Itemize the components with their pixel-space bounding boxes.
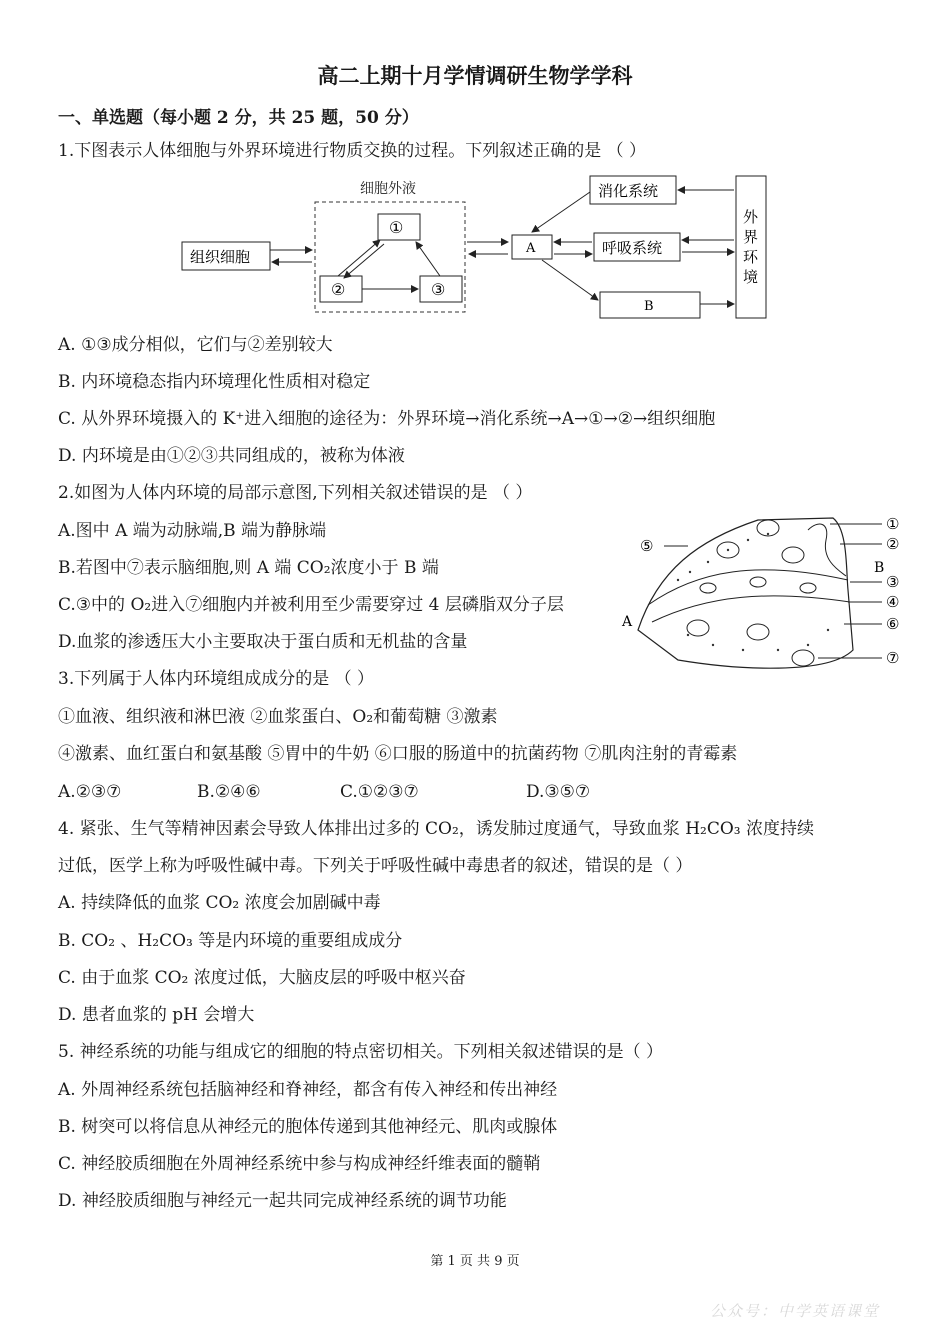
q2-stem: 2.如图为人体内环境的局部示意图,下列相关叙述错误的是 （ ）: [58, 483, 533, 503]
cell: [700, 583, 716, 593]
node-3-label: ③: [431, 280, 446, 299]
capillary-lower: [652, 596, 850, 622]
q2-option-b: B.若图中⑦表示脑细胞,则 A 端 CO₂浓度小于 B 端: [58, 558, 439, 578]
label-a: A: [622, 614, 633, 630]
q2-option-a: A.图中 A 端为动脉端,B 端为静脉端: [58, 521, 327, 541]
cell: [750, 577, 766, 587]
q3-choice-c: C.①②③⑦: [340, 782, 419, 802]
q4-stem-line1: 4. 紧张、生气等精神因素会导致人体排出过多的 CO₂，诱发肺过度通气，导致血浆 H₂CO₃ 浓度持续: [58, 819, 814, 839]
extracellular-label: 细胞外液: [360, 181, 416, 197]
q5-stem: 5. 神经系统的功能与组成它的细胞的特点密切相关。下列相关叙述错误的是（ ）: [58, 1042, 664, 1062]
arrow-2-to-1: [338, 240, 380, 276]
q3-choice-d: D.③⑤⑦: [526, 782, 591, 802]
q5-option-a: A. 外周神经系统包括脑神经和脊神经，都含有传入神经和传出神经: [58, 1080, 558, 1100]
label-7: ⑦: [886, 649, 900, 667]
q2-option-c: C.③中的 O₂进入⑦细胞内并被利用至少需要穿过 4 层磷脂双分子层: [58, 595, 564, 615]
q1-option-d: D. 内环境是由①②③共同组成的，被称为体液: [58, 446, 405, 466]
q5-option-d: D. 神经胶质细胞与神经元一起共同完成神经系统的调节功能: [58, 1191, 507, 1211]
node-1-label: ①: [389, 218, 404, 237]
tissue-outline: [638, 518, 853, 668]
q1-stem: 1.下图表示人体细胞与外界环境进行物质交换的过程。下列叙述正确的是 （ ）: [58, 141, 647, 161]
cell: [792, 650, 814, 666]
label-6: ⑥: [886, 615, 900, 633]
cell: [800, 583, 816, 593]
page-title: 高二上期十月学情调研生物学学科: [317, 63, 633, 88]
arrow-a-to-b: [542, 260, 598, 300]
q1-exchange-diagram: [170, 170, 780, 330]
q3-choice-a: A.②③⑦: [58, 782, 122, 802]
external-char-4: 境: [743, 268, 759, 286]
label-1: ①: [886, 515, 900, 533]
q1-option-c: C. 从外界环境摄入的 K⁺进入细胞的途径为：外界环境→消化系统→A→①→②→组织细胞: [58, 409, 716, 429]
external-box: [736, 176, 766, 318]
cell: [782, 547, 804, 563]
dot-pattern: [677, 533, 829, 651]
digestive-label: 消化系统: [598, 182, 659, 200]
label-2: ②: [886, 535, 900, 553]
q3-choice-b: B.②④⑥: [197, 782, 261, 802]
arrow-3-to-1: [416, 242, 440, 276]
external-char-1: 外: [743, 208, 759, 226]
q3-items-line2: ④激素、血红蛋白和氨基酸 ⑤胃中的牛奶 ⑥口服的肠道中的抗菌药物 ⑦肌肉注射的青霉素: [58, 744, 738, 764]
tissue-cell-label: 组织细胞: [190, 248, 251, 266]
label-3: ③: [886, 573, 900, 591]
cell: [687, 620, 709, 636]
node-2-label: ②: [331, 280, 346, 299]
arrow-digestive-to-a: [532, 192, 590, 232]
capillary-upper: [648, 570, 848, 605]
node-a-label: A: [526, 241, 536, 256]
q4-stem-line2: 过低，医学上称为呼吸性碱中毒。下列关于呼吸性碱中毒患者的叙述，错误的是（ ）: [58, 856, 693, 876]
label-5: ⑤: [640, 537, 654, 555]
external-char-2: 界: [743, 228, 759, 246]
q3-stem: 3.下列属于人体内环境组成成分的是 （ ）: [58, 669, 375, 689]
q4-option-c: C. 由于血浆 CO₂ 浓度过低，大脑皮层的呼吸中枢兴奋: [58, 968, 466, 988]
page-footer: 第 1 页 共 9 页: [430, 1254, 520, 1269]
q5-option-c: C. 神经胶质细胞在外周神经系统中参与构成神经纤维表面的髓鞘: [58, 1154, 541, 1174]
q1-option-a: A. ①③成分相似，它们与②差别较大: [58, 335, 333, 355]
q3-items-line1: ①血液、组织液和淋巴液 ②血浆蛋白、O₂和葡萄糖 ③激素: [58, 707, 498, 727]
node-b-label: B: [644, 299, 654, 314]
q2-option-d: D.血浆的渗透压大小主要取决于蛋白质和无机盐的含量: [58, 632, 468, 652]
label-b: B: [874, 560, 885, 576]
watermark: 公众号：中学英语课堂: [709, 1302, 880, 1320]
q4-option-b: B. CO₂ 、H₂CO₃ 等是内环境的重要组成成分: [58, 931, 403, 951]
arrow-1-to-2: [344, 244, 384, 278]
cell: [747, 624, 769, 640]
q1-option-b: B. 内环境稳态指内环境理化性质相对稳定: [58, 372, 371, 392]
q5-option-b: B. 树突可以将信息从神经元的胞体传递到其他神经元、肌肉或腺体: [58, 1117, 558, 1137]
lymph-vessel: [808, 524, 846, 576]
q4-option-d: D. 患者血浆的 pH 会增大: [58, 1005, 255, 1025]
label-4: ④: [886, 593, 900, 611]
q4-option-a: A. 持续降低的血浆 CO₂ 浓度会加剧碱中毒: [58, 893, 381, 913]
q2-internal-environment-figure: [618, 510, 918, 680]
respiratory-label: 呼吸系统: [602, 239, 663, 257]
section-heading: 一、单选题（每小题 2 分，共 25 题，50 分）: [58, 108, 419, 128]
external-char-3: 环: [743, 248, 759, 266]
